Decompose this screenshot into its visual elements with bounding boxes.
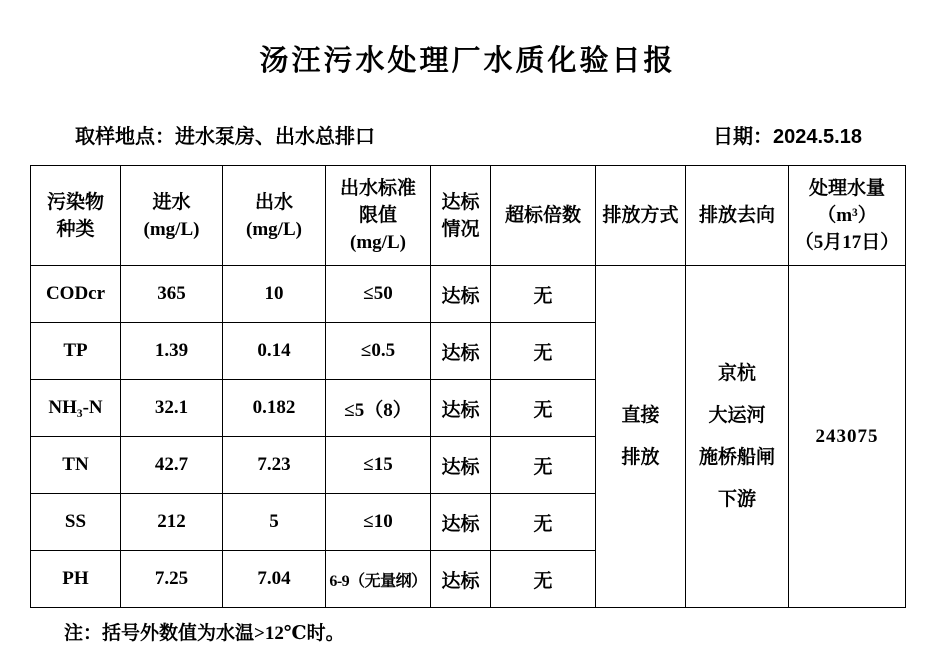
cell-pollutant: TN	[31, 437, 121, 494]
cell-treated-volume: 243075	[789, 266, 906, 608]
report-date-label: 日期：2024.5.18	[713, 126, 862, 148]
cell-exceed: 无	[491, 380, 596, 437]
cell-exceed: 无	[491, 323, 596, 380]
header-discharge-mode: 排放方式	[596, 166, 686, 266]
cell-inlet: 42.7	[121, 437, 223, 494]
cell-inlet: 212	[121, 494, 223, 551]
cell-limit: ≤0.5	[326, 323, 431, 380]
cell-pollutant: PH	[31, 551, 121, 608]
cell-exceed: 无	[491, 437, 596, 494]
cell-exceed: 无	[491, 551, 596, 608]
cell-limit: ≤15	[326, 437, 431, 494]
cell-discharge-destination: 京杭 大运河 施桥船闸 下游	[686, 266, 789, 608]
water-quality-table	[30, 165, 906, 608]
cell-limit: ≤50	[326, 266, 431, 323]
header-outlet: 出水 (mg/L)	[223, 166, 326, 266]
cell-status: 达标	[431, 437, 491, 494]
cell-inlet: 7.25	[121, 551, 223, 608]
table-row-codcr	[31, 266, 906, 323]
cell-status: 达标	[431, 380, 491, 437]
cell-pollutant: SS	[31, 494, 121, 551]
cell-outlet: 0.182	[223, 380, 326, 437]
cell-status: 达标	[431, 266, 491, 323]
header-exceed-multiple: 超标倍数	[491, 166, 596, 266]
header-inlet: 进水 (mg/L)	[121, 166, 223, 266]
cell-limit: ≤5（8）	[326, 380, 431, 437]
cell-exceed: 无	[491, 266, 596, 323]
cell-outlet: 5	[223, 494, 326, 551]
header-discharge-destination: 排放去向	[686, 166, 789, 266]
cell-exceed: 无	[491, 494, 596, 551]
table-header-row	[31, 166, 906, 266]
cell-pollutant: CODcr	[31, 266, 121, 323]
cell-status: 达标	[431, 323, 491, 380]
sampling-location-label: 取样地点：进水泵房、出水总排口	[75, 126, 375, 148]
cell-outlet: 7.04	[223, 551, 326, 608]
header-outlet-limit: 出水标准 限值 (mg/L)	[326, 166, 431, 266]
footnote: 注：括号外数值为水温>12℃时。	[64, 623, 345, 644]
cell-status: 达标	[431, 551, 491, 608]
cell-inlet: 32.1	[121, 380, 223, 437]
cell-outlet: 0.14	[223, 323, 326, 380]
cell-outlet: 10	[223, 266, 326, 323]
header-treated-volume: 处理水量 （m³） （5月17日）	[789, 166, 906, 266]
cell-outlet: 7.23	[223, 437, 326, 494]
header-pollutant-type: 污染物 种类	[31, 166, 121, 266]
page-title: 汤汪污水处理厂水质化验日报	[259, 45, 676, 77]
cell-pollutant: TP	[31, 323, 121, 380]
cell-status: 达标	[431, 494, 491, 551]
cell-pollutant: NH₃-N	[31, 380, 121, 437]
cell-inlet: 365	[121, 266, 223, 323]
cell-limit: 6-9（无量纲）	[326, 551, 431, 608]
cell-discharge-mode: 直接 排放	[596, 266, 686, 608]
header-compliance: 达标 情况	[431, 166, 491, 266]
cell-limit: ≤10	[326, 494, 431, 551]
cell-inlet: 1.39	[121, 323, 223, 380]
